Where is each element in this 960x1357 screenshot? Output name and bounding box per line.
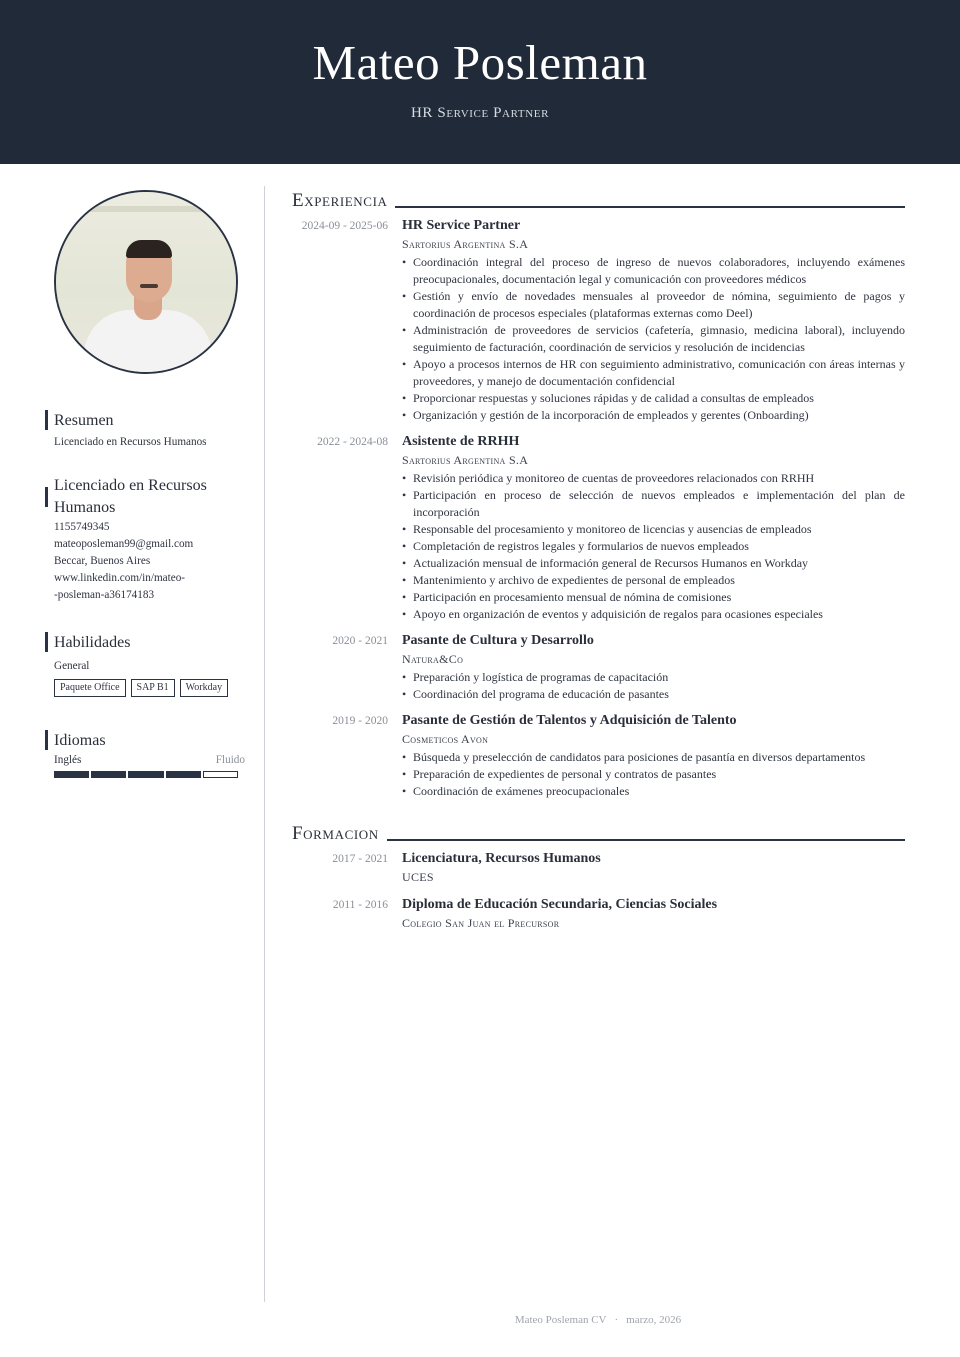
bullet-item: • Participación en procesamiento mensual de nómina de comisiones — [402, 589, 905, 606]
experience-title: Experiencia — [292, 190, 388, 211]
entry-content — [402, 432, 905, 623]
rating-segment-filled — [54, 771, 89, 778]
footer-date: marzo, 2026 — [626, 1314, 682, 1326]
bullet-item: • Coordinación del programa de educación de pasantes — [402, 686, 905, 703]
bullet-item: • Administración de proveedores de servicios (cafetería, gimnasio, medicina laboral), incluyendo seguimiento de facturación, coordinación de servicios y resolución de incidencias — [402, 322, 905, 356]
summary-section — [45, 410, 245, 451]
bullet-item: • Búsqueda y preselección de candidatos para posiciones de pasantía en diversos departamentos — [402, 749, 905, 766]
bullet-item: • Actualización mensual de información general de Recursos Humanos en Workday — [402, 555, 905, 572]
bullet-item: • Apoyo en organización de eventos y adquisición de regalos para ocasiones especiales — [402, 606, 905, 623]
bullet-item: • Gestión y envío de novedades mensuales al proveedor de nómina, seguimiento de pagos y coordinación de procesos especiales (plataformas externas como Deel) — [402, 288, 905, 322]
contact-section — [45, 475, 245, 604]
education-title: Formacion — [292, 823, 379, 844]
entry-title: Pasante de Gestión de Talentos y Adquisición de Talento — [402, 713, 737, 728]
contact-linkedin-line1[interactable]: www.linkedin.com/in/mateo- — [54, 572, 186, 584]
bullet-item: • Revisión periódica y monitoreo de cuentas de proveedores relacionados con RRHH — [402, 470, 905, 487]
resume-header — [0, 0, 960, 164]
skill-tag: Workday — [180, 679, 228, 697]
skills-group: General — [54, 660, 90, 672]
experience-section-title — [292, 190, 905, 212]
education-entry — [292, 895, 905, 932]
bullet-item: • Participación en proceso de selección de nuevos empleados e implementación del plan de incorporación — [402, 487, 905, 521]
bullet-item: • Coordinación de exámenes preocupacionales — [402, 783, 905, 800]
footer-separator: · — [614, 1314, 619, 1326]
entry-title: Asistente de RRHH — [402, 434, 520, 449]
entry-bullets — [402, 749, 905, 800]
contact-title: Licenciado en Recursos Humanos — [45, 475, 245, 519]
title-rule — [387, 839, 905, 841]
experience-list — [292, 216, 905, 800]
skills-title: Habilidades — [45, 632, 245, 654]
experience-entry — [292, 432, 905, 623]
candidate-role: HR Service Partner — [411, 105, 549, 121]
skill-tags — [45, 679, 245, 697]
contact-email[interactable]: mateoposleman99@gmail.com — [54, 538, 194, 550]
education-entry — [292, 849, 905, 886]
skill-tag: SAP B1 — [131, 679, 175, 697]
entry-date: 2024-09 - 2025-06 — [301, 220, 388, 232]
bullet-item: • Preparación de expedientes de personal y contratos de pasantes — [402, 766, 905, 783]
bullet-item: • Coordinación integral del proceso de ingreso de nuevos colaboradores, incluyendo exámenes preocupacionales, documentación legal y comunicación con proveedores médicos — [402, 254, 905, 288]
entry-organization: Natura&Co — [402, 652, 464, 666]
rating-segment-empty — [203, 771, 238, 778]
page-footer — [0, 1314, 960, 1326]
language-level: Fluido — [215, 754, 245, 766]
rating-segment-filled — [166, 771, 201, 778]
entry-date: 2022 - 2024-08 — [317, 436, 388, 448]
entry-date: 2019 - 2020 — [332, 715, 388, 727]
education-list — [292, 849, 905, 932]
bullet-item: • Organización y gestión de la incorporación de empleados y gerentes (Onboarding) — [402, 407, 905, 424]
entry-organization: Colegio San Juan el Precursor — [402, 916, 560, 930]
entry-bullets — [402, 669, 905, 703]
language-row — [45, 754, 245, 766]
skills-section — [45, 632, 245, 697]
bullet-item: • Responsable del procesamiento y monitoreo de licencias y ausencias de empleados — [402, 521, 905, 538]
experience-entry — [292, 631, 905, 703]
bullet-item: • Preparación y logística de programas de capacitación — [402, 669, 905, 686]
bullet-item: • Apoyo a procesos internos de HR con seguimiento administrativo, comunicación con áreas internas y proveedores, y manejo de documentación confidencial — [402, 356, 905, 390]
bullet-item: • Mantenimiento y archivo de expedientes de personal de empleados — [402, 572, 905, 589]
rating-segment-filled — [91, 771, 126, 778]
entry-date: 2017 - 2021 — [332, 853, 388, 865]
candidate-name: Mateo Posleman — [312, 35, 648, 90]
summary-text: Licenciado en Recursos Humanos — [54, 436, 207, 448]
entry-title: HR Service Partner — [402, 218, 521, 233]
language-name: Inglés — [54, 754, 82, 766]
entry-content — [402, 711, 905, 800]
profile-photo — [54, 190, 238, 374]
rating-segment-filled — [128, 771, 163, 778]
title-rule — [395, 206, 905, 208]
contact-phone: 1155749345 — [54, 521, 110, 533]
entry-title: Pasante de Cultura y Desarrollo — [402, 633, 594, 648]
bullet-item: • Proporcionar respuestas y soluciones rápidas y de calidad a consultas de empleados — [402, 390, 905, 407]
skill-tag: Paquete Office — [54, 679, 126, 697]
main-content — [292, 190, 905, 932]
language-rating-bar — [54, 771, 238, 778]
contact-location: Beccar, Buenos Aires — [54, 555, 151, 567]
entry-organization: Sartorius Argentina S.A — [402, 453, 529, 467]
entry-content — [402, 895, 905, 932]
entry-title: Diploma de Educación Secundaria, Ciencias Sociales — [402, 897, 718, 912]
entry-bullets — [402, 470, 905, 623]
column-divider — [264, 186, 265, 1302]
sidebar — [45, 190, 245, 778]
entry-title: Licenciatura, Recursos Humanos — [402, 851, 601, 866]
languages-section — [45, 730, 245, 778]
experience-entry — [292, 711, 905, 800]
languages-title: Idiomas — [45, 730, 245, 752]
entry-content — [402, 631, 905, 703]
entry-date: 2011 - 2016 — [332, 899, 388, 911]
bullet-item: • Completación de registros legales y formularios de nuevos empleados — [402, 538, 905, 555]
entry-organization: Cosmeticos Avon — [402, 732, 489, 746]
entry-organization: Sartorius Argentina S.A — [402, 237, 529, 251]
entry-date: 2020 - 2021 — [332, 635, 388, 647]
summary-title: Resumen — [45, 410, 245, 432]
entry-bullets — [402, 254, 905, 424]
entry-organization: UCES — [402, 870, 434, 884]
entry-content — [402, 849, 905, 886]
education-section-title — [292, 823, 905, 845]
contact-linkedin-line2[interactable]: -posleman-a36174183 — [54, 589, 155, 601]
experience-entry — [292, 216, 905, 424]
footer-label: Mateo Posleman CV — [514, 1314, 607, 1326]
entry-content — [402, 216, 905, 424]
